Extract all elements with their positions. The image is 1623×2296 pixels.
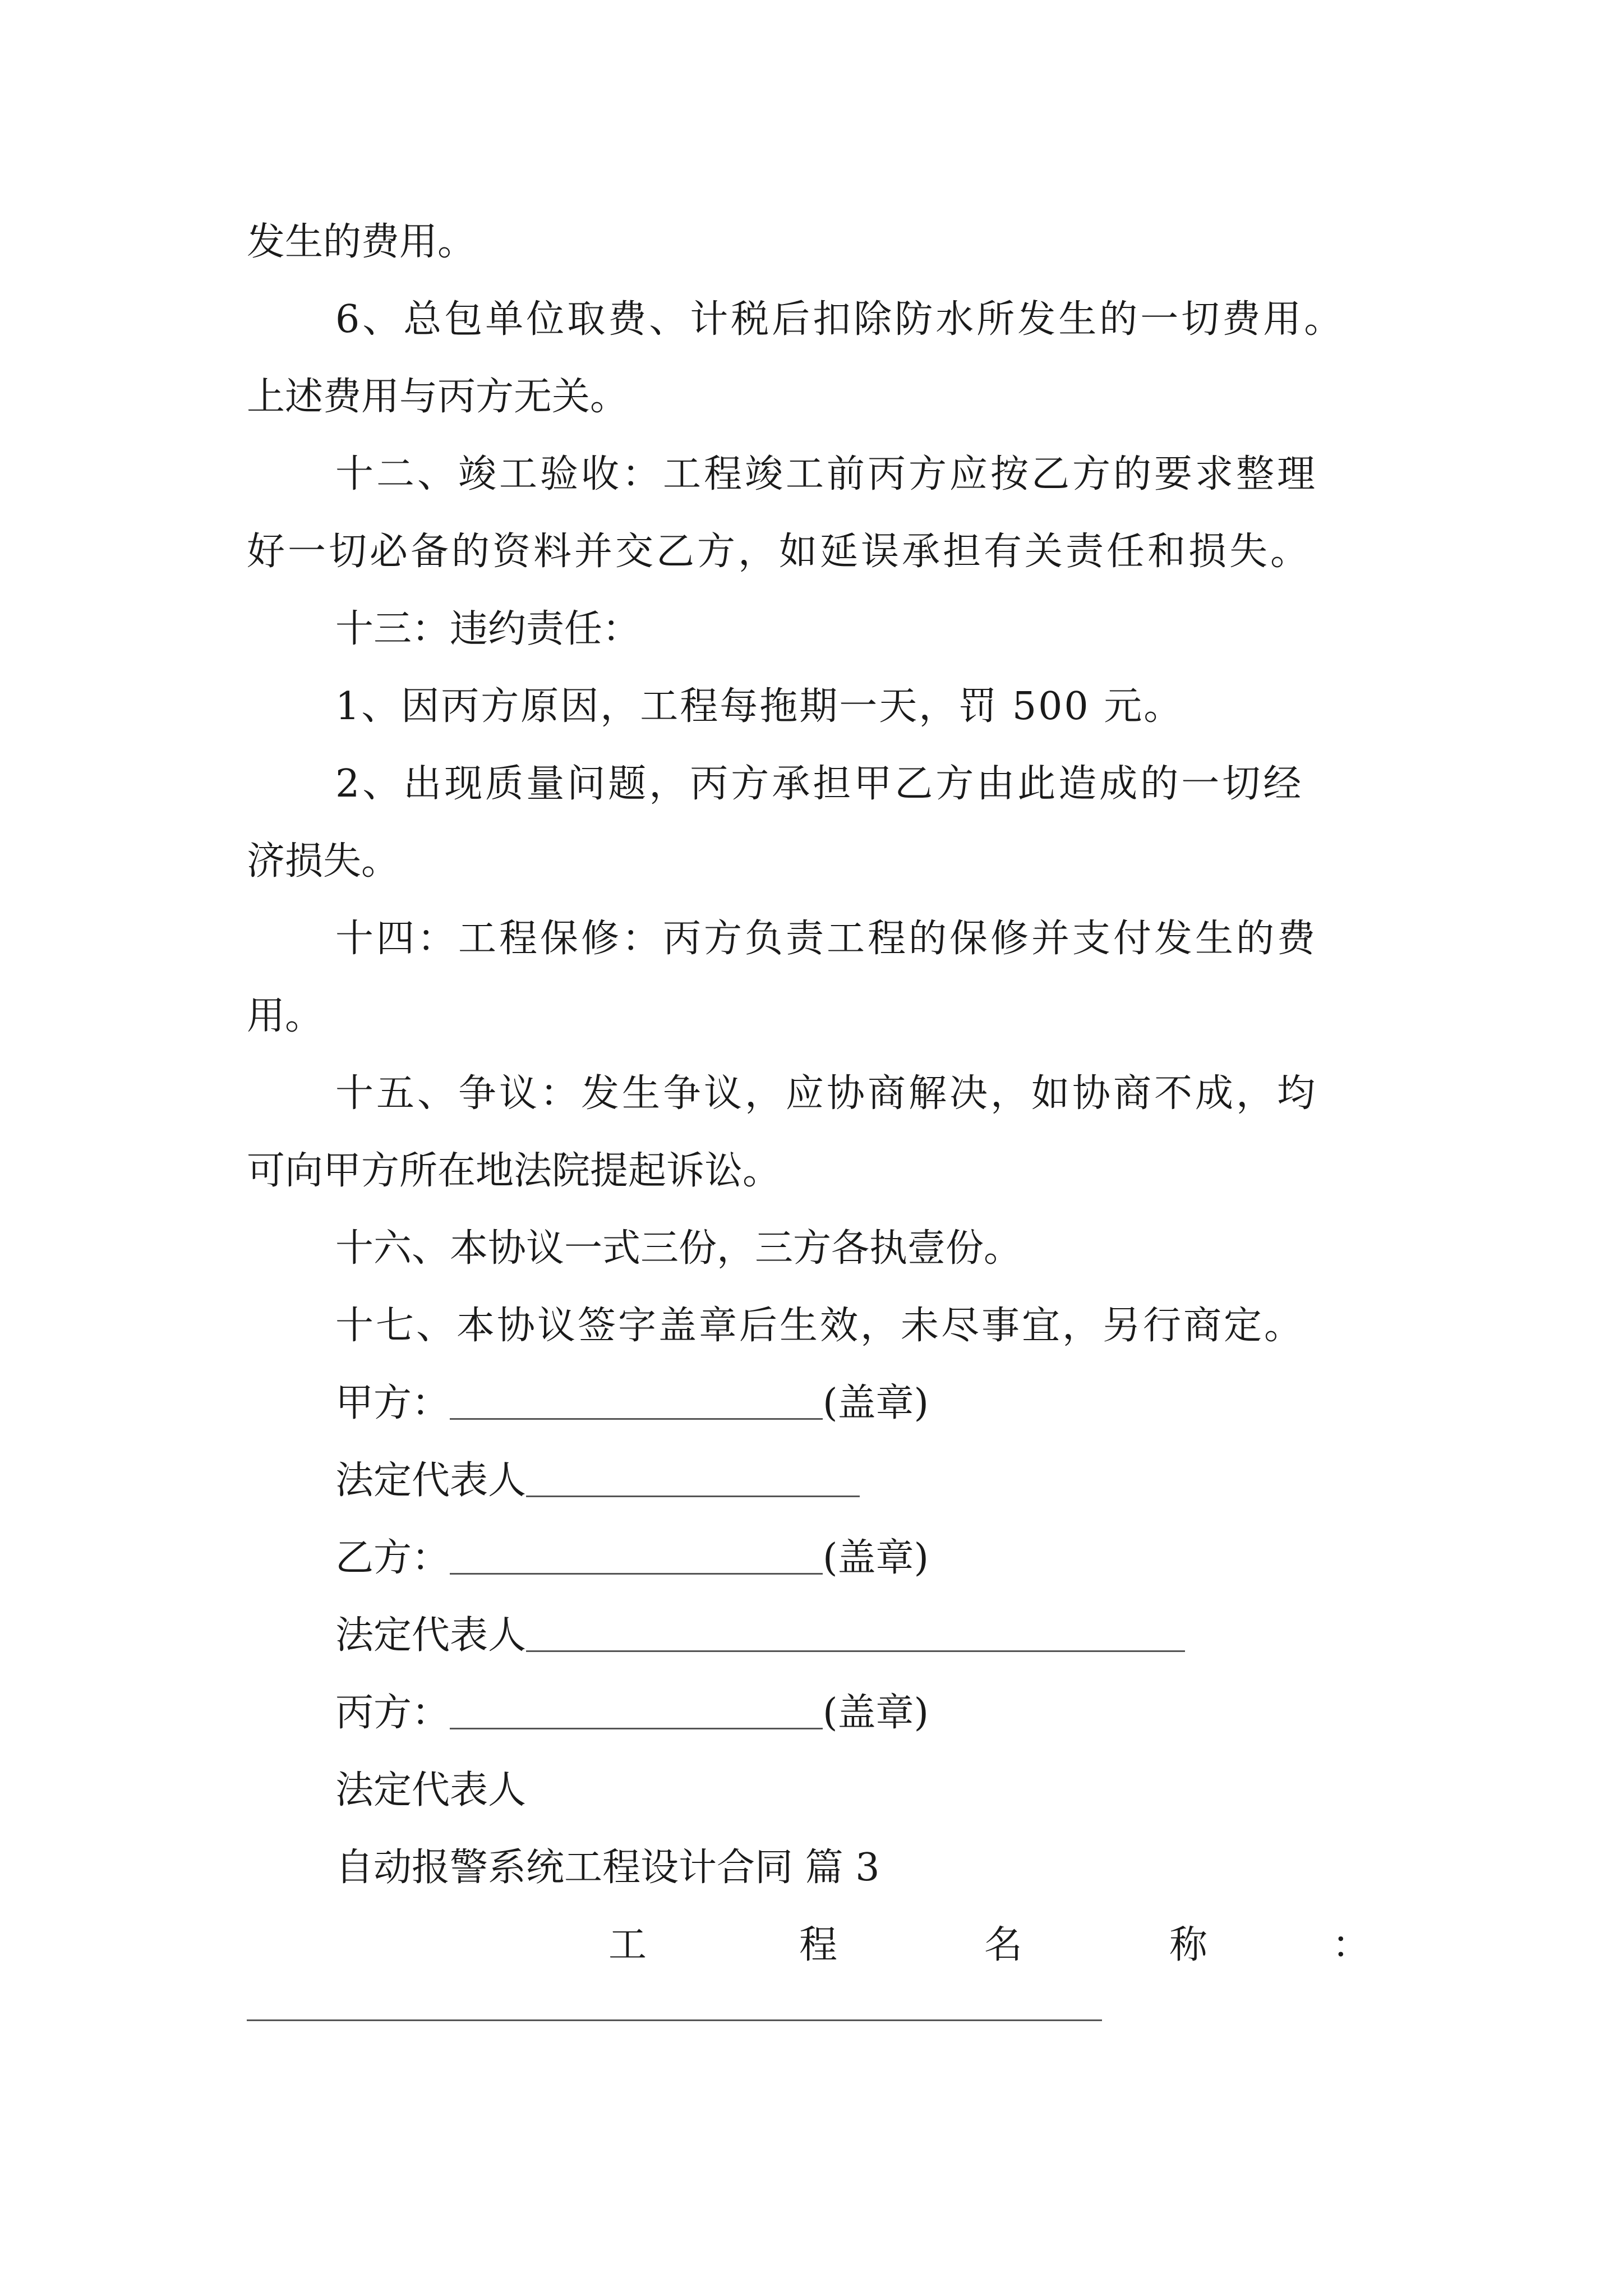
project-name-label <box>608 1923 1371 1968</box>
party-b-label: 乙方： <box>335 1536 450 1580</box>
project-name-char: 称 <box>1169 1923 1208 1967</box>
legal-rep-label: 法定代表人 <box>335 1613 527 1658</box>
paragraph-line: 十二、竣工验收：工程竣工前丙方应按乙方的要求整理 <box>335 452 1318 496</box>
paragraph-line: 6、总包单位取费、计税后扣除防水所发生的一切费用。 <box>335 297 1345 342</box>
seal-note: (盖章) <box>823 1381 929 1425</box>
legal-rep-label: 法定代表人 <box>335 1458 527 1503</box>
paragraph-line: 十四：工程保修：丙方负责工程的保修并支付发生的费 <box>335 917 1318 961</box>
paragraph-line: 十五、争议：发生争议，应协商解决，如协商不成，均 <box>335 1071 1318 1116</box>
paragraph-line: 十七、本协议签字盖章后生效，未尽事宜，另行商定。 <box>335 1304 1305 1348</box>
legal-rep-blank <box>526 1458 860 1497</box>
project-name-char: 名 <box>984 1923 1023 1967</box>
paragraph-line: 上述费用与丙方无关。 <box>247 375 629 419</box>
section-heading: 自动报警系统工程设计合同 篇 3 <box>335 1846 880 1890</box>
seal-note: (盖章) <box>823 1536 929 1580</box>
paragraph-line: 用。 <box>247 994 324 1038</box>
party-c-rep-row <box>335 1768 526 1813</box>
party-a-label: 甲方： <box>335 1381 450 1425</box>
party-a-signature-row <box>335 1381 929 1426</box>
party-a-rep-row <box>335 1458 860 1503</box>
legal-rep-label: 法定代表人 <box>335 1768 527 1812</box>
party-c-label: 丙方： <box>335 1691 450 1735</box>
paragraph-line: 好一切必备的资料并交乙方，如延误承担有关责任和损失。 <box>247 530 1312 574</box>
party-b-blank <box>450 1536 823 1575</box>
seal-note: (盖章) <box>823 1691 929 1735</box>
paragraph-line: 发生的费用。 <box>247 220 476 264</box>
project-name-blank <box>247 2019 1102 2021</box>
project-name-char: ： <box>1332 1923 1371 1967</box>
paragraph-line: 2、出现质量问题，丙方承担甲乙方由此造成的一切经 <box>335 762 1304 806</box>
paragraph-line: 十三：违约责任： <box>335 607 641 651</box>
party-b-signature-row <box>335 1536 929 1581</box>
legal-rep-blank <box>526 1613 1185 1652</box>
party-b-rep-row <box>335 1613 1185 1658</box>
paragraph-line: 济损失。 <box>247 839 400 884</box>
project-name-char: 程 <box>799 1923 838 1967</box>
party-c-blank <box>450 1691 823 1729</box>
paragraph-line: 1、因丙方原因，工程每拖期一天，罚 500 元。 <box>335 684 1184 729</box>
paragraph-line: 十六、本协议一式三份，三方各执壹份。 <box>335 1226 1022 1271</box>
party-a-blank <box>450 1381 823 1420</box>
party-c-signature-row <box>335 1691 929 1736</box>
paragraph-line: 可向甲方所在地法院提起诉讼。 <box>247 1149 781 1193</box>
project-name-char: 工 <box>608 1923 647 1967</box>
